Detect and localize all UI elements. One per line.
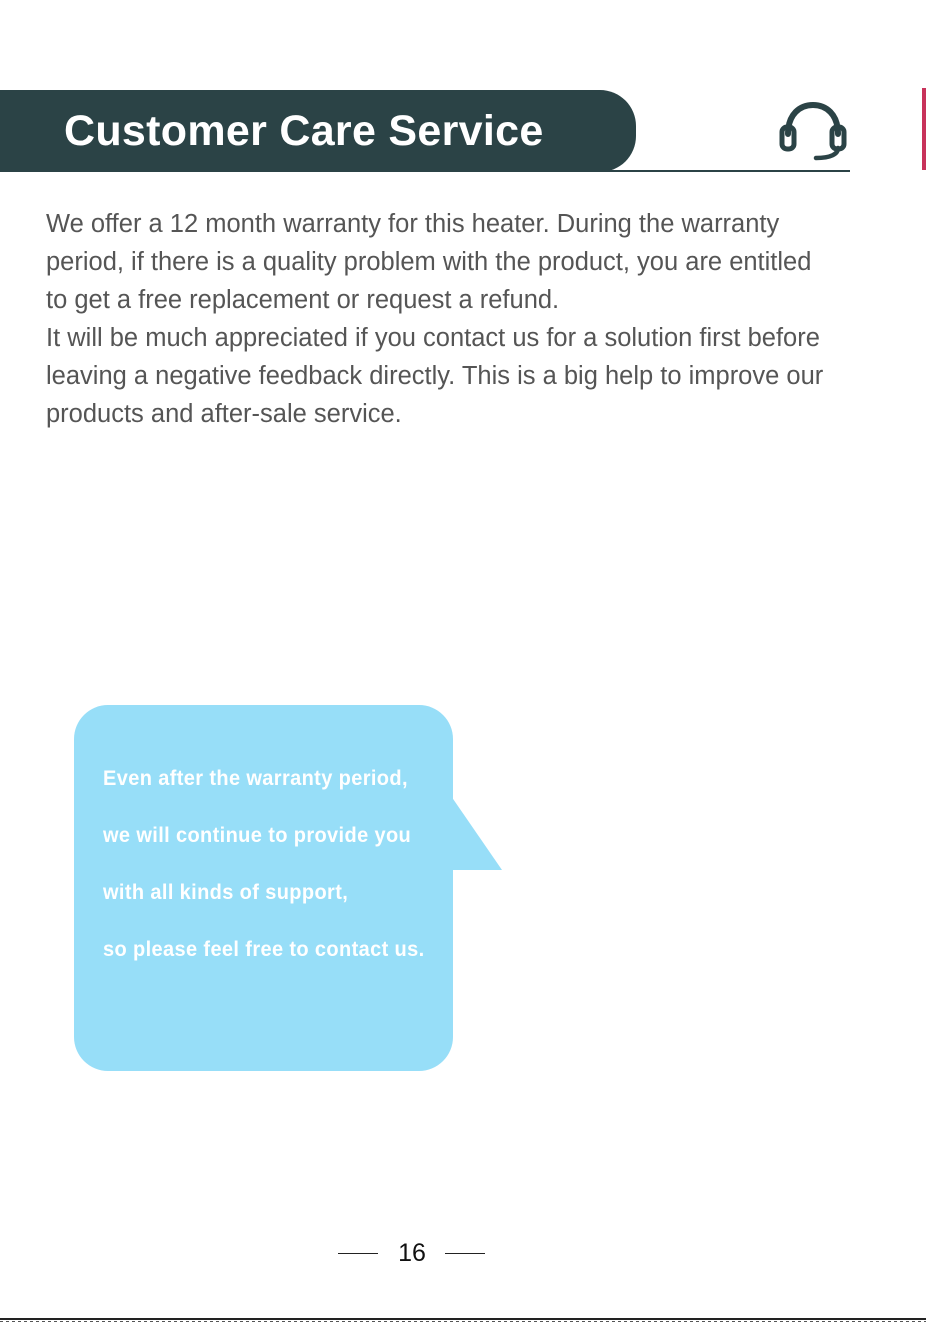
- support-line: we will continue to provide you: [103, 823, 412, 847]
- warranty-line: leaving a negative feedback directly. This is a big help to improve our: [46, 362, 824, 390]
- support-line: Even after the warranty period,: [103, 766, 408, 790]
- warranty-line: products and after-sale service.: [46, 400, 402, 428]
- footer-rule-right: [445, 1253, 485, 1254]
- side-accent-bar: [922, 88, 926, 170]
- warranty-line: to get a free replacement or request a refund.: [46, 286, 560, 314]
- support-line: so please feel free to contact us.: [103, 937, 425, 961]
- support-message: [103, 750, 425, 978]
- bottom-edge-dots: [0, 1321, 926, 1322]
- support-line: with all kinds of support,: [103, 880, 349, 904]
- headset-icon: [776, 100, 850, 164]
- page-title: Customer Care Service: [64, 107, 544, 155]
- warranty-line: It will be much appreciated if you contact us for a solution first before: [46, 324, 820, 352]
- warranty-line: period, if there is a quality problem with the product, you are entitled: [46, 248, 812, 276]
- bottom-edge-line: [0, 1318, 926, 1320]
- warranty-text: [46, 205, 866, 433]
- header-divider: [0, 170, 850, 172]
- page-number: 16: [398, 1239, 426, 1267]
- warranty-line: We offer a 12 month warranty for this heater. During the warranty: [46, 210, 780, 238]
- footer-rule-left: [338, 1253, 378, 1254]
